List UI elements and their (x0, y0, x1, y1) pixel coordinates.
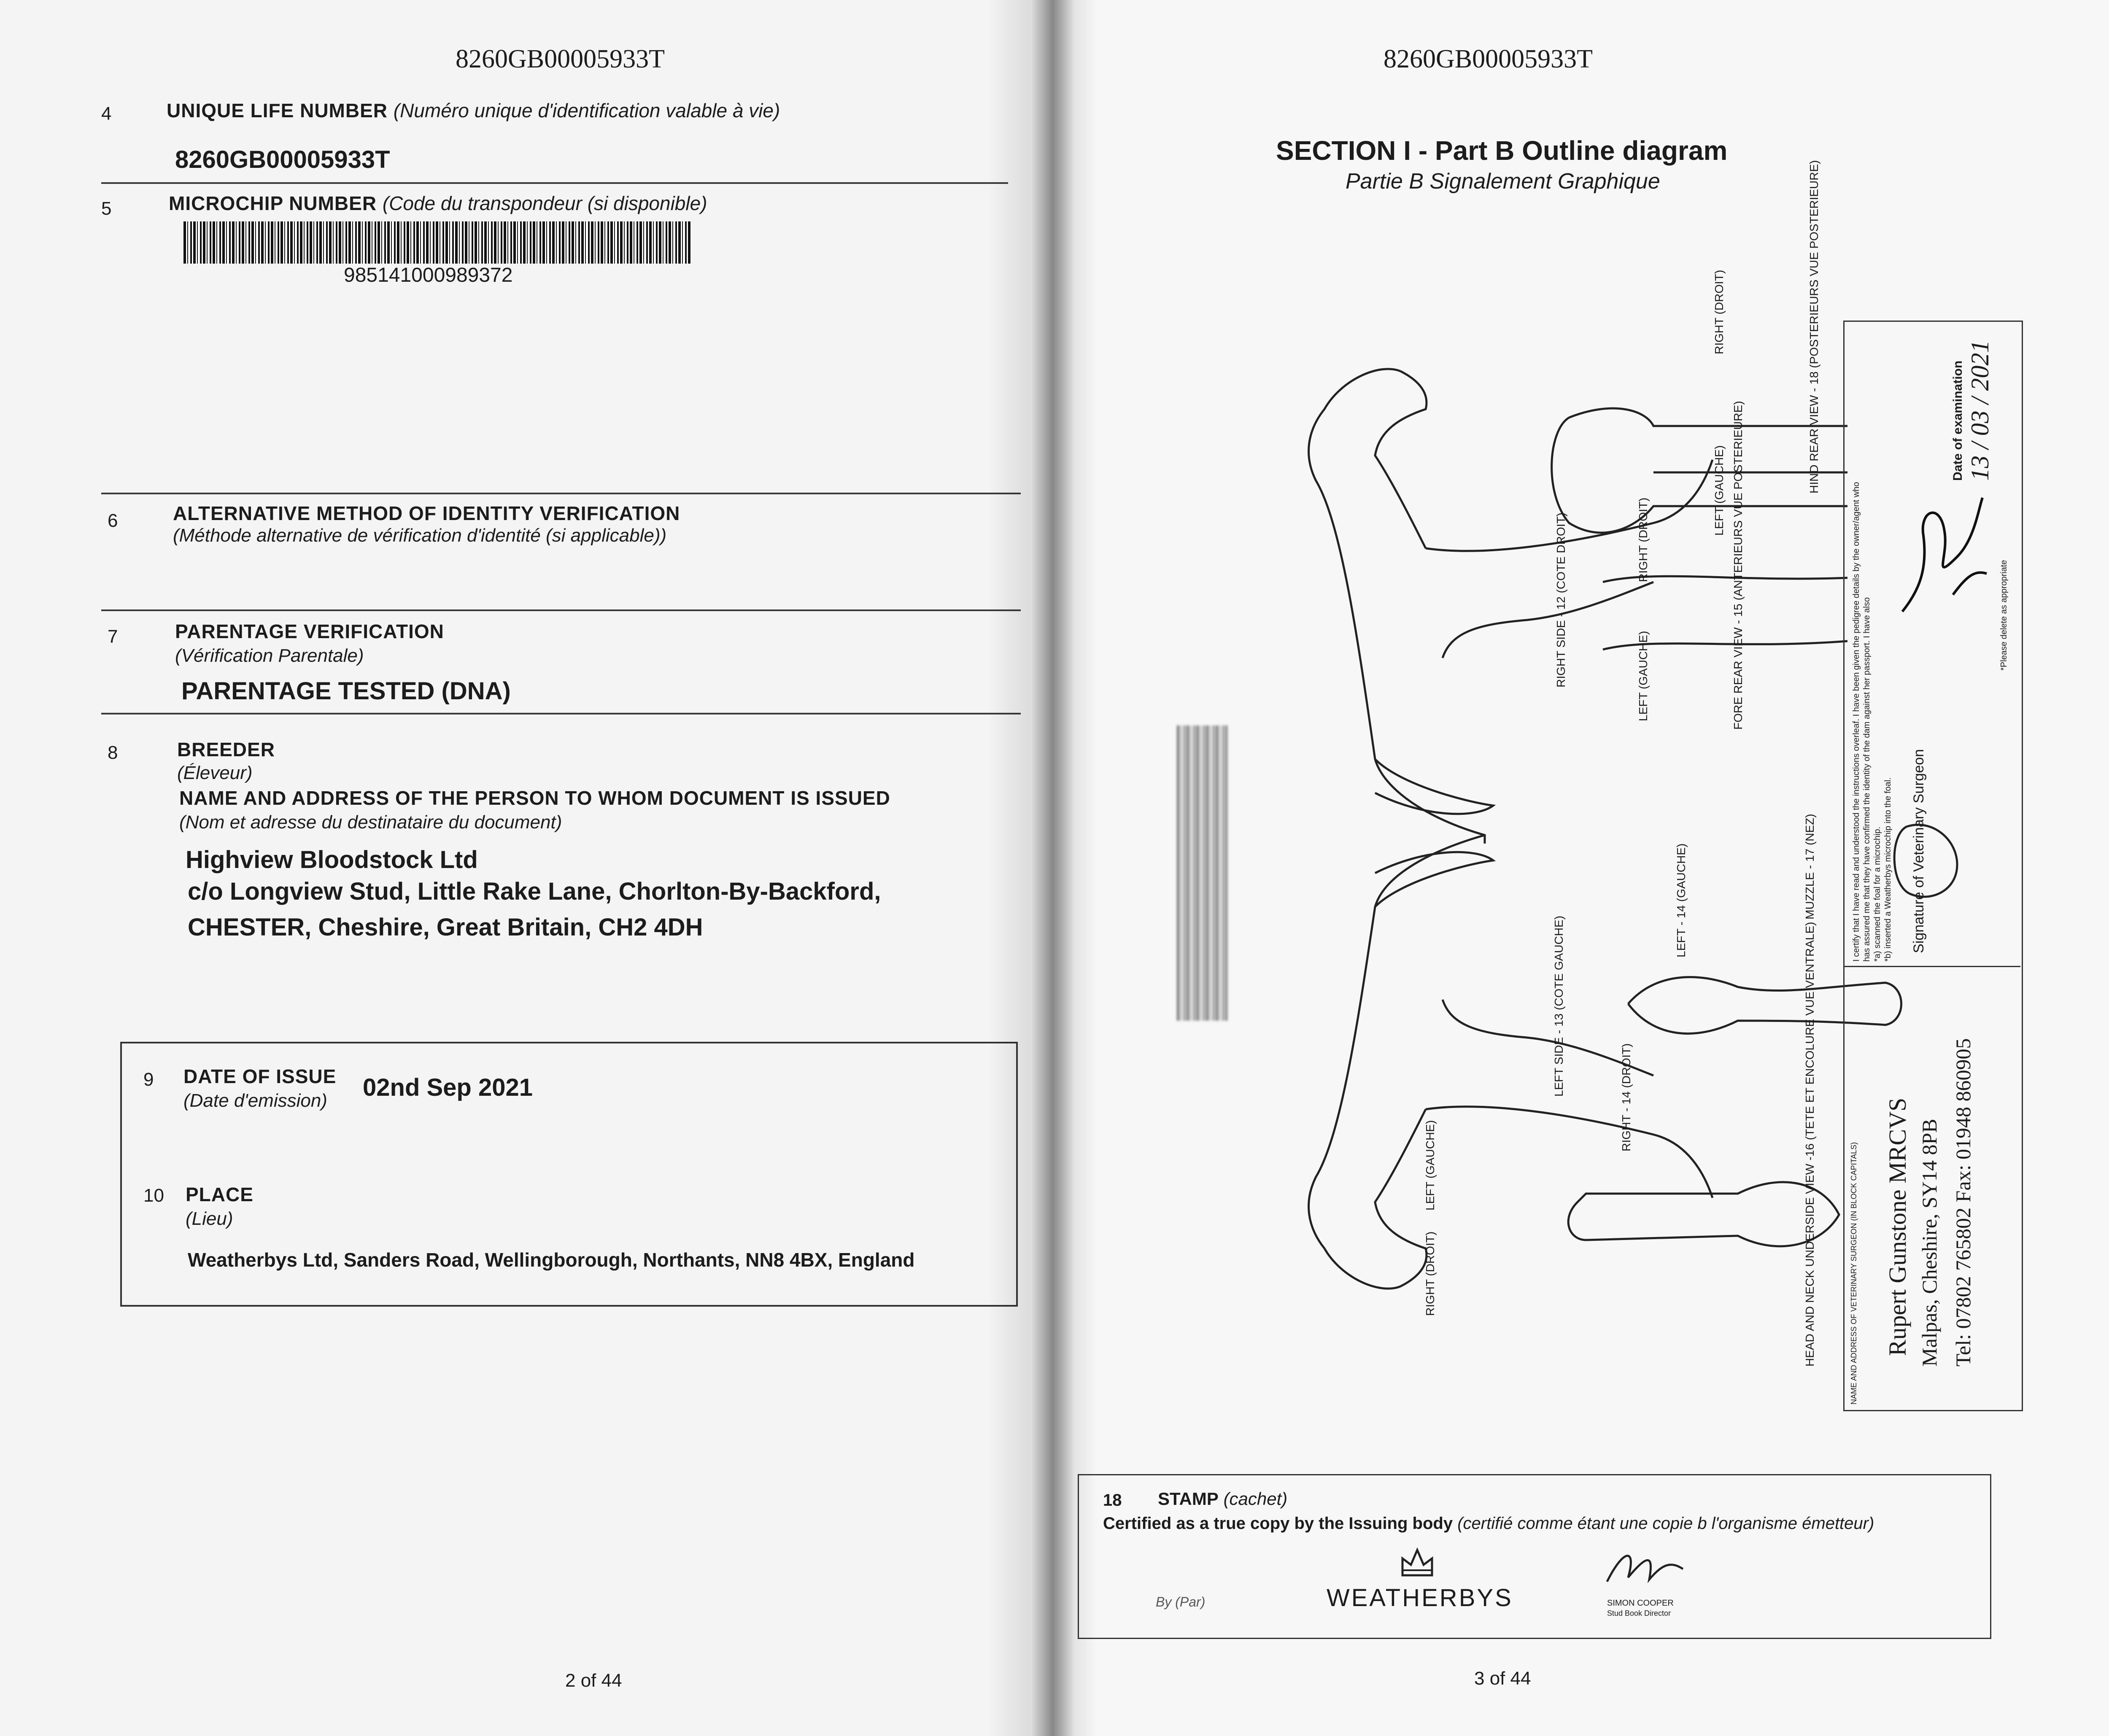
date-of-examination-label: Date of examination (1951, 360, 1965, 481)
signature-label: Signature of Veterinary Surgeon (1911, 749, 1927, 953)
date-of-issue-label-fr: (Date d'emission) (183, 1090, 327, 1111)
hind-rear-view-label: HIND REAR VIEW - 18 (POSTERIEURS VUE POSTERIEURE) (1807, 160, 1820, 493)
date-of-examination-value: 13 / 03 / 2021 (1966, 340, 1994, 481)
parentage-verification-label: PARENTAGE VERIFICATION (175, 620, 444, 642)
head-neck-view-label: HEAD AND NECK UNDERSIDE VIEW -16 (TETE ET ENCOLURE VUE VENTRALE) (1803, 922, 1816, 1367)
certified-line: Certified as a true copy by the Issuing body (certifié comme étant une copie b l'organisme émetteur) (1103, 1514, 1874, 1533)
head-neck-underside (1568, 1182, 1839, 1246)
divider (101, 713, 1021, 714)
divider (101, 609, 1021, 611)
item-number: 8 (108, 742, 118, 763)
item-number: 4 (101, 103, 112, 124)
signatory-name: SIMON COOPER (1607, 1599, 1674, 1608)
signatory-title: Stud Book Director (1607, 1609, 1671, 1617)
date-of-issue-label: DATE OF ISSUE (183, 1065, 337, 1087)
section-title: SECTION I - Part B Outline diagram (1276, 135, 1728, 166)
vet-name: Rupert Gunstone MRCVS (1884, 1097, 1911, 1356)
section-subtitle: Partie B Signalement Graphique (1346, 169, 1660, 194)
stamp-label: STAMP (cachet) (1158, 1489, 1288, 1509)
breeder-name: Highview Bloodstock Ltd (186, 846, 478, 873)
item-number: 9 (143, 1069, 154, 1090)
fore-rear-view-label: FORE REAR VIEW - 15 (ANTERIEURS VUE POSTERIEURE) (1731, 401, 1745, 730)
page-number: 2 of 44 (565, 1670, 622, 1691)
microchip-number-label: MICROCHIP NUMBER (Code du transpondeur (si disponible) (169, 192, 707, 214)
right-14-label: RIGHT - 14 (DROIT) (1620, 1043, 1633, 1151)
fore-left-label: LEFT (GAUCHE) (1637, 631, 1650, 721)
breeder-address-line2: CHESTER, Cheshire, Great Britain, CH2 4DH (188, 914, 703, 941)
divider (101, 182, 1008, 184)
header-code: 8260GB00005933T (456, 45, 665, 73)
muzzle-label: MUZZLE - 17 (NEZ) (1803, 814, 1816, 919)
hind-right-label: RIGHT (DROIT) (1713, 270, 1726, 354)
parentage-verification-value: PARENTAGE TESTED (DNA) (181, 677, 511, 705)
fore-right-label: RIGHT (DROIT) (1637, 497, 1650, 582)
place-label: PLACE (186, 1183, 254, 1205)
right-page (1029, 0, 2109, 1736)
right-side-outline (1309, 369, 1485, 844)
breeder-label-fr: (Éleveur) (177, 763, 253, 783)
weatherbys-logo: WEATHERBYS (1327, 1584, 1513, 1612)
by-label: By (Par) (1156, 1594, 1206, 1609)
sticker-barcode (1177, 725, 1227, 1021)
date-of-issue-value: 02nd Sep 2021 (363, 1074, 533, 1101)
cert-line3: *a) scanned the foal for a microchip. (1873, 826, 1882, 962)
right-side-label: RIGHT SIDE - 12 (COTE DROIT) (1554, 512, 1567, 687)
item-number: 7 (108, 626, 118, 647)
hind-rear-view (1552, 408, 1847, 533)
cert-line4: *b) inserted a Weatherbys microchip into the foal. (1883, 777, 1893, 962)
vet-name-label: NAME AND ADDRESS OF VETERINARY SURGEON (IN BLOCK CAPITALS) (1850, 1142, 1858, 1404)
cert-line2: has assured me that they have confirmed the identity of the dam against her passport. I have also (1862, 597, 1872, 962)
signatory-signature-icon (1599, 1539, 1691, 1594)
unique-life-number-value: 8260GB00005933T (175, 146, 390, 173)
cert-line1: I certify that I have read and understood the instructions overleaf. I have been given the pedigree details by the owner/agent who (1852, 482, 1861, 962)
item-number: 5 (101, 198, 112, 219)
microchip-barcode (183, 221, 692, 264)
left-side-outline (1309, 835, 1485, 1289)
alternative-method-label-fr: (Méthode alternative de vérification d'identité (si applicable)) (173, 525, 667, 546)
alternative-method-label: ALTERNATIVE METHOD OF IDENTITY VERIFICATION (173, 502, 680, 524)
left-14-label: LEFT - 14 (GAUCHE) (1675, 843, 1688, 957)
breeder-label: BREEDER (177, 739, 275, 760)
item-number: 10 (143, 1185, 164, 1206)
book-gutter (987, 0, 1097, 1736)
divider (101, 493, 1021, 494)
vet-signature-icon (1894, 485, 1991, 628)
item-number: 6 (108, 510, 118, 531)
header-code: 8260GB00005933T (1384, 45, 1593, 73)
delete-note: *Please delete as appropriate (1999, 560, 2009, 671)
left-side-label: LEFT SIDE - 13 (COTE GAUCHE) (1552, 916, 1565, 1097)
breeder-address-line1: c/o Longview Stud, Little Rake Lane, Chorlton-By-Backford, (188, 878, 881, 905)
place-label-fr: (Lieu) (186, 1208, 233, 1229)
crown-icon (1398, 1546, 1436, 1580)
head-right-label: RIGHT (DROIT) (1424, 1231, 1437, 1316)
place-value: Weatherbys Ltd, Sanders Road, Wellingborough, Northants, NN8 4BX, England (188, 1249, 915, 1271)
unique-life-number-label: UNIQUE LIFE NUMBER (Numéro unique d'identification valable à vie) (167, 100, 780, 121)
left-page (0, 0, 1029, 1736)
head-left-label: LEFT (GAUCHE) (1424, 1120, 1437, 1210)
page-number: 3 of 44 (1474, 1668, 1531, 1689)
issued-to-label: NAME AND ADDRESS OF THE PERSON TO WHOM DOCUMENT IS ISSUED (179, 787, 890, 809)
issued-to-label-fr: (Nom et adresse du destinataire du document) (179, 812, 562, 833)
stamp-number: 18 (1103, 1491, 1122, 1510)
microchip-number-value: 985141000989372 (344, 264, 513, 286)
vet-address: Malpas, Cheshire, SY14 8PB (1918, 1119, 1941, 1367)
parentage-verification-label-fr: (Vérification Parentale) (175, 645, 364, 666)
hind-left-label: LEFT (GAUCHE) (1713, 445, 1726, 536)
divider (1845, 966, 2020, 967)
vet-tel-fax: Tel: 07802 765802 Fax: 01948 860905 (1951, 1038, 1975, 1367)
